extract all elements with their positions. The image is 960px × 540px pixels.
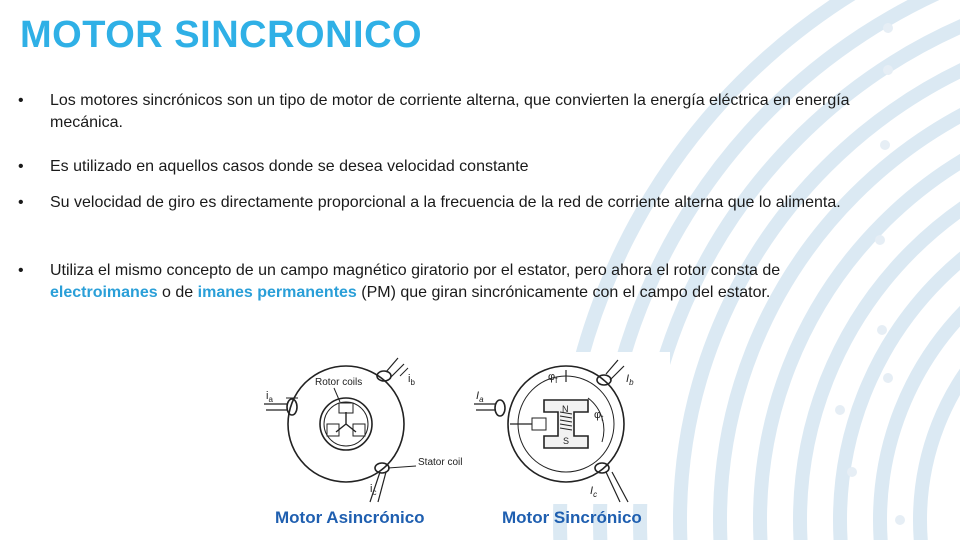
north-pole-label: N <box>562 404 569 414</box>
slide-title: MOTOR SINCRONICO <box>20 14 423 56</box>
async-motor-drawing <box>258 352 470 504</box>
current-ib-label <box>626 373 634 387</box>
stator-coil-label: Stator coil <box>418 457 463 468</box>
bullet-text: Es utilizado en aquellos casos donde se desea velocidad constante <box>50 158 529 175</box>
current-symbol: I <box>626 373 630 385</box>
highlight-imanes-permanentes: imanes permanentes <box>197 284 357 301</box>
bullet-text-part: (PM) que giran sincrónicamente con el campo del estator. <box>356 284 771 301</box>
sync-motor-caption: Motor Sincrónico <box>502 508 642 527</box>
current-subscript: a <box>268 395 273 404</box>
highlight-electroimanes: electroimanes <box>50 284 158 301</box>
async-motor-diagram <box>258 352 470 504</box>
rotor-coils-label: Rotor coils <box>315 377 363 388</box>
bullet-marker: • <box>18 262 24 279</box>
current-ia-label <box>476 390 484 404</box>
current-symbol: I <box>476 390 480 402</box>
current-subscript: b <box>629 378 634 387</box>
bullet-marker: • <box>18 158 24 175</box>
bullet-text-part: Utiliza el mismo concepto de un campo magnético giratorio por el estator, pero ahora el rotor consta de <box>50 262 781 279</box>
current-subscript: b <box>410 378 415 387</box>
current-ib-label <box>408 373 415 387</box>
sync-motor-drawing <box>470 352 670 504</box>
current-symbol: i <box>370 483 373 495</box>
current-subscript: c <box>593 490 598 499</box>
bullet-text: Su velocidad de giro es directamente proporcional a la frecuencia de la red de corriente alterna que lo alimenta. <box>50 194 841 211</box>
current-symbol: i <box>266 390 269 402</box>
sync-motor-diagram <box>470 352 670 504</box>
flux-f-label <box>548 371 558 385</box>
current-subscript: c <box>372 488 377 497</box>
bullet-text <box>50 260 868 304</box>
current-symbol: I <box>590 485 594 497</box>
flux-symbol: φ <box>548 371 556 383</box>
bullet-text-part: o de <box>157 284 198 301</box>
current-ia-label <box>266 390 273 404</box>
flux-subscript: f <box>555 376 558 385</box>
bullet-text: Los motores sincrónicos son un tipo de motor de corriente alterna, que convierten la energía eléctrica en energía mecánica. <box>50 92 850 131</box>
flux-subscript: t <box>601 414 604 423</box>
south-pole-label: S <box>563 436 570 446</box>
bullet-marker: • <box>18 92 24 109</box>
current-ic-label <box>590 485 597 499</box>
flux-t-label <box>594 409 604 423</box>
async-motor-caption: Motor Asincrónico <box>275 508 425 527</box>
current-subscript: a <box>479 395 484 404</box>
current-symbol: i <box>408 373 411 385</box>
bullet-marker: • <box>18 194 24 211</box>
flux-symbol: φ <box>594 409 602 421</box>
